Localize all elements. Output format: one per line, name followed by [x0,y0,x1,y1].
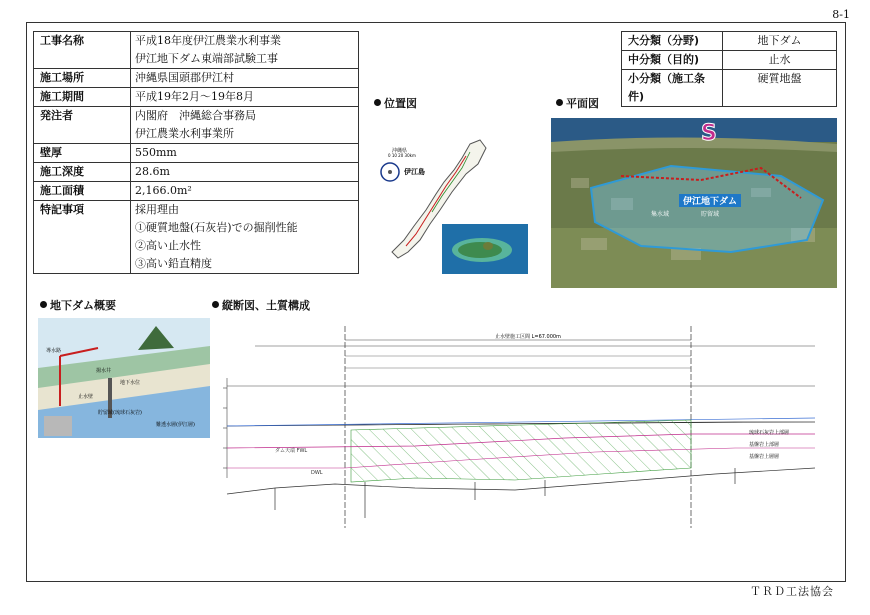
info-value [131,69,359,88]
info-key: 施工期間 [34,88,131,107]
profile-legend-2: 基盤岩上部層 [749,442,780,448]
overview-label-1: 止水壁 [78,394,94,400]
info-value-line: 内閣府 沖縄総合事務局 [135,109,256,122]
info-value-line: 平成19年2月～19年8月 [135,90,254,103]
classification-key: 小分類（施工条件) [622,70,723,107]
info-value-line: 2,166.0m² [135,184,192,197]
section-plan-view [556,95,599,111]
info-value-line: 沖縄県国頭郡伊江村 [135,71,234,84]
classification-value: 地下ダム [723,32,837,51]
info-value-line: 採用理由 [135,203,179,216]
info-row [34,182,359,201]
info-key: 施工面積 [34,182,131,201]
profile-total-label: 止水壁施工区間 L=67.000m [495,334,561,340]
info-key: 発注者 [34,107,131,144]
info-value-line: ③高い鉛直精度 [135,257,212,270]
info-value-line: 伊江地下ダム東端部試験工事 [135,52,278,65]
info-value [131,88,359,107]
section-location-title: 位置図 [384,97,417,110]
info-row [34,32,359,69]
info-row [34,69,359,88]
info-value-line: 平成18年度伊江農業水利事業 [135,34,281,47]
bullet-icon [556,99,563,106]
info-value-line: 28.6m [135,165,170,178]
section-location-map [374,95,417,111]
info-value-line: ②高い止水性 [135,239,201,252]
section-overview-title: 地下ダム概要 [50,299,116,312]
info-key: 壁厚 [34,144,131,163]
info-row [34,144,359,163]
s-mark: S [701,121,717,146]
info-value-line: 伊江農業水利事業所 [135,127,234,140]
overview-label-6: 導水路 [46,348,62,354]
footer-label: ＴＲＤ工法協会 [750,585,834,598]
info-key: 工事名称 [34,32,131,69]
classification-row [622,70,837,107]
page-number: 8-1 [832,8,850,21]
section-profile-title: 縦断図、土質構成 [222,299,310,312]
info-row [34,201,359,274]
classification-key: 大分類（分野) [622,32,723,51]
classification-key: 中分類（目的) [622,51,723,70]
section-profile [212,297,310,313]
info-row [34,88,359,107]
bullet-icon [212,301,219,308]
classification-row [622,51,837,70]
plan-label-2: 貯留域 [701,211,720,218]
profile-drawing [215,318,837,550]
section-plan-title: 平面図 [566,97,599,110]
info-key: 特記事項 [34,201,131,274]
plan-label-1: 集水域 [651,211,670,218]
info-value [131,144,359,163]
bullet-icon [374,99,381,106]
overview-label-2: 地下水位 [120,380,141,386]
dam-overview-illustration [38,318,210,438]
profile-legend-3: 基盤岩上層層 [749,454,780,460]
info-value [131,201,359,274]
location-map [370,112,540,282]
classification-value: 止水 [723,51,837,70]
info-value [131,32,359,69]
plan-aerial-photo [551,118,837,288]
overview-label-3: 貯留域(琉球石灰岩) [98,410,142,416]
info-key: 施工深度 [34,163,131,182]
info-value-line: ①硬質地盤(石灰岩)での掘削性能 [135,221,298,234]
profile-low-label: DWL [311,470,323,476]
pref-label: 沖縄県 [392,148,408,154]
info-value [131,107,359,144]
scale-label: 0 10 20 30km [388,153,416,158]
info-key: 施工場所 [34,69,131,88]
classification-value: 硬質地盤 [723,70,837,107]
info-row [34,163,359,182]
dam-label: 伊江地下ダム [683,197,738,207]
island-label: 伊江島 [404,168,425,176]
info-row [34,107,359,144]
project-info-table [33,31,359,274]
overview-label-4: 難透水層(伊江層) [156,422,195,428]
info-value [131,163,359,182]
info-value-line: 550mm [135,146,177,159]
classification-row [622,32,837,51]
profile-legend-1: 琉球石灰岩上部層 [749,430,790,436]
overview-label-5: 揚水井 [96,368,112,374]
bullet-icon [40,301,47,308]
info-value [131,182,359,201]
section-dam-overview [40,297,116,313]
profile-mid-label: ダム天端 FWL [275,448,308,454]
classification-table [621,31,837,107]
